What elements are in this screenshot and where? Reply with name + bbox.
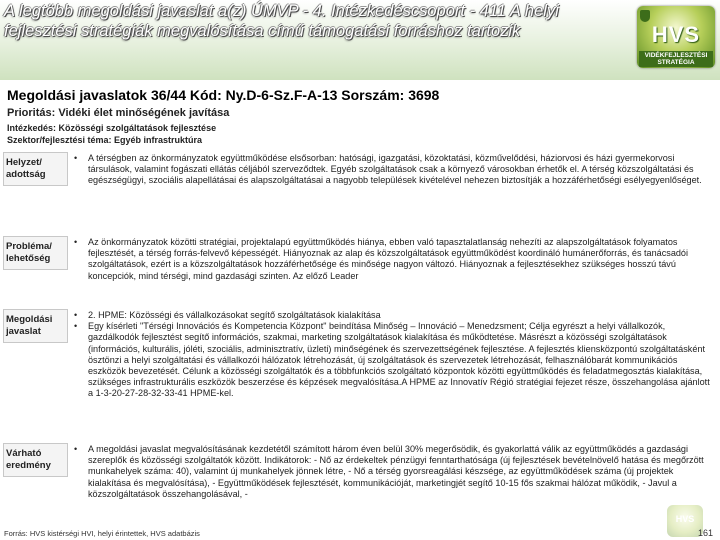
bullet-icon: •: [74, 310, 78, 320]
result-text: A megoldási javaslat megvalósításának kezdetétől számított három éven belül 30% megerősödik, és gyakorlattá válik az együttműködés a gazdasági szereplők és közösségi szolgáltatók között. Indikátorok: - Nő az érdekeltek pénzügyi fenntarthatósága (új fejlesztések bevételnövelő hatása és megőrzött munkahelyek száma: 40), valamint új munkahelyek jönnek létre, - Nő a térség gyorsreagálási készsége, az együttműködések száma (új projektek kialakítása és megvalósítása), - Együttműködések fejlesztését, kommunikációját, marketingjét segítő 10-15 fős szakmai hálózat működik, - Javul a közszolgáltatások összehangolásával, -: [88, 444, 704, 499]
situation-text: A térségben az önkormányzatok együttműködése elsősorban: hatósági, igazgatási, közoktatási, közművelődési, háziorvosi és házi gyermekorvosi társulások, valamint fogászati ellátás céljából szerveződtek. Egyéb szolgáltatások csak a környező városokban érhetők el. A térség közszolgáltatási és egészségügyi, szociális alapellátásai és alapszolgáltatásai a nagyobb települések kivételével nehezen biztosítják a hozzáférhetőségi esélyegyenlőséget.: [88, 153, 702, 186]
logo-text: HVS: [651, 22, 701, 47]
priority-line: Prioritás: Vidéki élet minőségének javítása: [7, 107, 230, 119]
problem-text: Az önkormányzatok közötti stratégiai, projektalapú együttműködés hiánya, ebben való tapasztalatlanság nehezíti az alapszolgáltatások folyamatos fejlesztését, a térség forrás-felvevő képességét. Hiányoznak az alap és közszolgáltatások együttműködést koordináló humánerőforrás, és tanácsadói szolgáltatások, ezért is a közszolgáltatások hozzáférhetősége és minősége nagyon változó. Hiányoznak a fejlesztésekhez szükséges hosszú távú koncepciók, mind térségi, mind gazdasági szinten. Az előző Leader: [88, 237, 689, 281]
section-text-result: [74, 444, 710, 500]
crest-icon: [640, 10, 650, 22]
solution-text: Egy kísérleti "Térségi Innovációs és Kompetencia Központ" beindítása Minőség – Innováció – Menedzsment; Célja egyrészt a helyi vállalkozók, gazdálkodók fejlesztést segítő információs, szakmai, marketing szolgáltatások kialakítása és működtetése. Másrészt a közösségi szolgáltatások (információs, kulturális, jóléti, szociális, adminisztratív, üzleti) minőségének és szervezettségének fejlesztése. A fejlesztés kliensközpontú szolgáltatásként ösztönzi a helyi szolgáltatási és vállalkozói hálózatok létrehozását, új szolgáltatások és szervezetek létrehozását, felhasználóbarát kommunikációs eszközök bevezetését. Célunk a közösségi szolgáltatók és a többfunkciós szolgáltató központok közötti együttműködés és feladatmegosztás kialakítása, szükséges infrastrukturális eszközök beszerzése és képzések megvalósítása.A HPME az Innovatív Régió stratégiai fejezet része, összehangolása ajánlott a 1-3-20-27-28-32-33-41 HPME-kel.: [88, 321, 710, 399]
section-label-solution: Megoldási javaslat: [3, 309, 68, 343]
solution-hpme: 2. HPME: Közösségi és vállalkozásokat segítő szolgáltatások kialakítása: [88, 310, 381, 320]
page-title: Megoldási javaslatok 36/44 Kód: Ny.D-6-Sz.F-A-13 Sorszám: 3698: [7, 87, 440, 103]
sector-line: Szektor/fejlesztési téma: Egyéb infrastruktúra: [7, 135, 203, 145]
bullet-icon: •: [74, 444, 78, 454]
section-text-situation: [74, 153, 710, 187]
section-label-result: Várható eredmény: [3, 443, 68, 477]
list-item: [74, 444, 710, 500]
section-text-problem: [74, 237, 710, 282]
section-label-situation: Helyzet/ adottság: [3, 152, 68, 186]
measure-line: Intézkedés: Közösségi szolgáltatások fejlesztése: [7, 123, 217, 133]
page-number: 161: [698, 528, 714, 538]
list-item: [74, 153, 710, 187]
bullet-icon: •: [74, 321, 78, 332]
footer-source: Forrás: HVS kistérségi HVI, helyi érintettek, HVS adatbázis: [4, 529, 200, 538]
watermark-text: HVS: [675, 514, 695, 524]
hvs-logo: [637, 6, 715, 68]
section-text-solution: [74, 310, 710, 400]
bullet-icon: •: [74, 237, 78, 247]
bullet-icon: •: [74, 153, 78, 163]
list-item: [74, 237, 710, 282]
list-item: [74, 310, 710, 321]
logo-subtitle: VIDÉKFEJLESZTÉSI STRATÉGIA: [639, 51, 713, 67]
header-title: A legtöbb megoldási javaslat a(z) ÚMVP - 4. Intézkedéscsoport - 411 A helyi fejlesztési stratégiák megvalósítása című támogatási forráshoz tartozik: [4, 2, 559, 40]
header-banner: [0, 0, 720, 80]
section-label-problem: Probléma/ lehetőség: [3, 236, 68, 270]
list-item: [74, 321, 710, 399]
